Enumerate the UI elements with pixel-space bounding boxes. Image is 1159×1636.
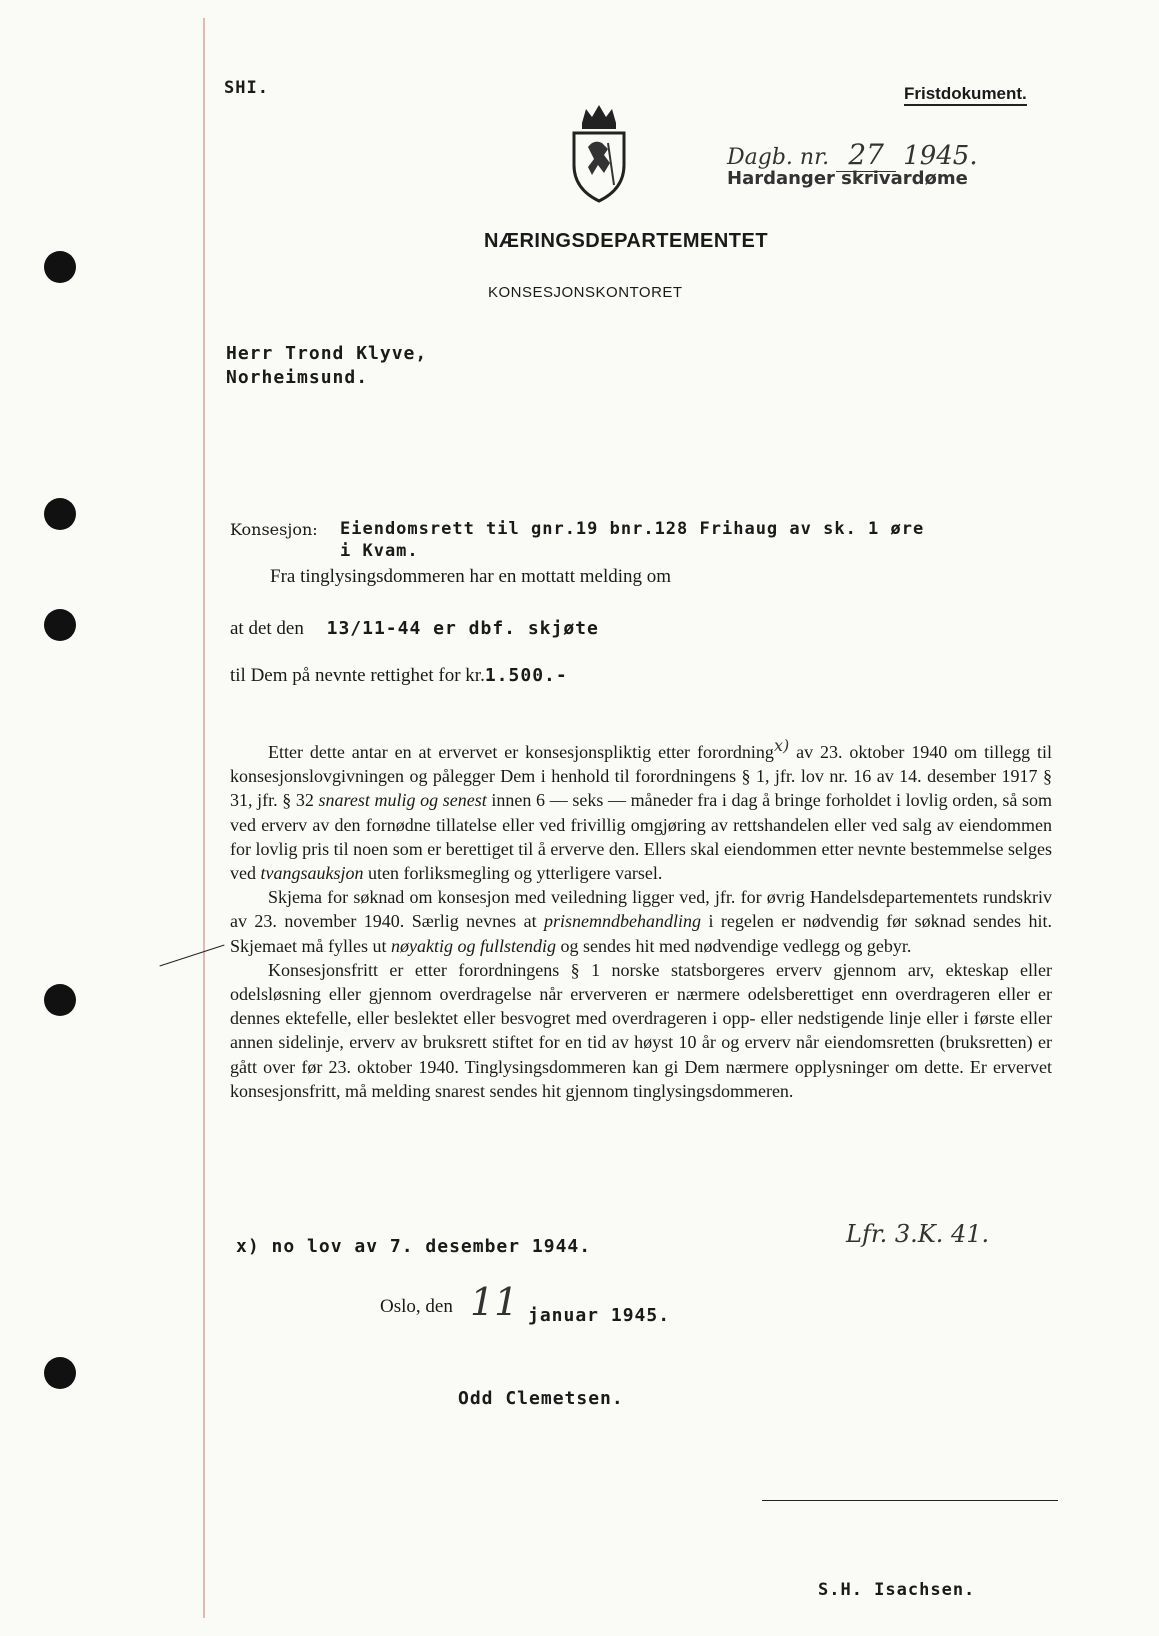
margin-check-mark — [160, 945, 225, 967]
recipient-name: Herr Trond Klyve, — [226, 343, 428, 364]
notice-line-1: Fra tinglysingsdommeren har en mottatt melding om — [270, 566, 672, 587]
secondary-signatory: S.H. Isachsen. — [818, 1580, 976, 1600]
closing-place-label: Oslo, den — [380, 1296, 453, 1317]
notice-price-value: 1.500.- — [484, 665, 568, 686]
ministry-name: NÆRINGSDEPARTEMENTET — [484, 230, 769, 252]
stamp-prefix: Dagb. nr. — [727, 145, 830, 170]
office-name: KONSESJONSKONTORET — [488, 284, 683, 301]
concession-line-1: Eiendomsrett til gnr.19 bnr.128 Frihaug av sk. 1 øre — [340, 519, 925, 539]
closing-month-year: januar 1945. — [528, 1305, 671, 1326]
concession-value — [340, 518, 924, 562]
journal-stamp — [727, 138, 978, 172]
concession-label: Konsesjon: — [230, 520, 318, 539]
stamp-number: 27 — [836, 138, 896, 172]
closing-day: 11 — [470, 1280, 519, 1324]
footnote-marker: x) — [773, 736, 790, 755]
coat-of-arms-emblem — [568, 103, 630, 203]
punch-hole — [44, 498, 76, 530]
punch-hole — [44, 984, 76, 1016]
punch-hole — [44, 1357, 76, 1389]
footnote-text: x) no lov av 7. desember 1944. — [236, 1236, 592, 1257]
paragraph-1: Etter dette antar en at ervervet er konsesjonspliktig etter forordning$^{x)}$ av 23. oktober 1940 om tillegg til konsesjonslovgivningen og pålegger Dem i henhold til forordningens § 1, jfr. lov nr. 16 av 14. desember 1917 § 31, jfr. § 32 snarest mulig og senest innen 6 — seks — måneder fra i dag å bringe forholdet i lovlig orden, så som ved erverv av den fornødne tillatelse eller ved frivillig omgjøring av rettshandelen eller ved salg av eiendommen for lovlig pris til noen som er berettiget til å erverve den. Ellers skal eiendommen etter nevnte bestemmelse selges ved tvangsauksjon uten forliksmegling og ytterligere varsel. — [230, 736, 1052, 884]
signature-line — [762, 1500, 1058, 1501]
stamp-office: Hardanger skrivardøme — [727, 168, 968, 189]
paragraph-3: Konsesjonsfritt er etter forordningens § 1 norske statsborgeres erverv gjennom arv, ekteskap eller odelsløsning eller gjennom overdragelse når erververen er nærmere odelsberettiget enn overdrageren eller er dennes ektefelle, eller beslektet eller besvogret med overdrageren i opp- eller nedstigende linje eller i første eller annen sidelinje, erverv av bruksrett stiftet for en tid av høyst 10 år og erverv når eiendomsretten (bruksretten) er gått over før 23. oktober 1940. Tinglysingsdommeren kan gi Dem nærmere opplysninger om dette. Er ervervet konsesjonsfritt, må melding snarest sendes hit gjennom tinglysingsdommeren. — [230, 959, 1052, 1101]
recipient-address — [226, 342, 427, 390]
punch-hole — [44, 251, 76, 283]
concession-line-2: i Kvam. — [340, 541, 419, 561]
stamp-year: 1945. — [903, 141, 978, 171]
notice-line-3 — [230, 665, 568, 687]
recipient-place: Norheimsund. — [226, 367, 369, 388]
handwritten-initials: Lfr. 3.K. 41. — [846, 1220, 990, 1248]
fristdokument-tag: Fristdokument. — [904, 84, 1027, 106]
punch-hole — [44, 609, 76, 641]
signatory-name: Odd Clemetsen. — [458, 1388, 624, 1409]
notice-date-label: at det den — [230, 618, 304, 639]
letter-body — [230, 734, 1052, 1103]
paragraph-2: Skjema for søknad om konsesjon med veiledning ligger ved, jfr. for øvrig Handelsdepartementets rundskriv av 23. november 1940. Særlig nevnes at prisnemndbehandling i regelen er nødvendig før søknad sendes hit. Skjemaet må fylles ut nøyaktig og fullstendig og sendes hit med nødvendige vedlegg og gebyr. — [230, 887, 1052, 956]
reference-code: SHI. — [224, 78, 269, 98]
notice-date-value: 13/11-44 er dbf. skjøte — [326, 618, 599, 639]
notice-line-2 — [230, 618, 599, 640]
margin-line — [203, 18, 205, 1618]
notice-price-label: til Dem på nevnte rettighet for kr. — [230, 665, 485, 686]
